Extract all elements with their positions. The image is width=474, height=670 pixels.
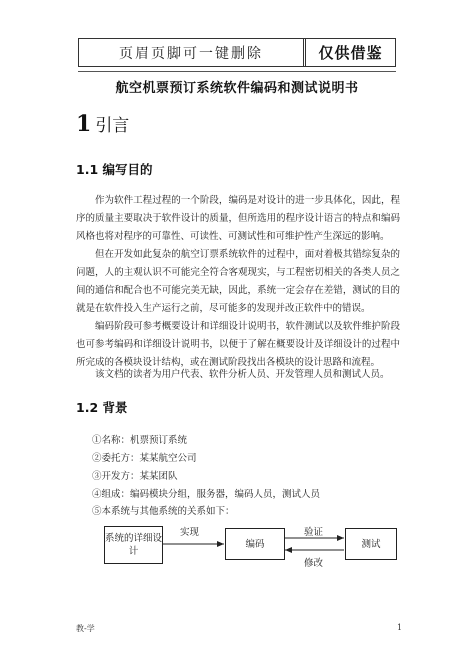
section-1-2-heading: 1.2 背景: [76, 400, 128, 415]
list-item: ③开发方：某某团队: [92, 471, 178, 482]
paragraph-4: 该文档的读者为用户代表、软件分析人员、开发管理人员和测试人员。: [95, 369, 390, 380]
edge-label-implement: 实现: [180, 527, 200, 538]
edge-label-modify: 修改: [304, 558, 324, 569]
edge-label-verify: 验证: [304, 527, 324, 538]
list-item: ④组成：编码模块分组，服务器，编码人员，测试人员: [92, 489, 321, 500]
page-number: 1: [397, 623, 403, 632]
node-detailed-design: 系统的详细设计: [104, 526, 163, 564]
list-item: ⑤本系统与其他系统的关系如下：: [92, 506, 235, 517]
banner-text: 页眉页脚可一键删除: [119, 45, 263, 62]
node-testing: 测试: [345, 528, 397, 560]
node-coding: 编码: [225, 528, 285, 560]
banner-badge: 仅供借鉴: [303, 39, 395, 66]
section-1-1-heading: 1.1 编写目的: [76, 162, 153, 177]
paragraph-2: 但在开发如此复杂的航空订票系统软件的过程中，面对着极其错综复杂的问题，人的主观认识不可能完全符合客观现实，与工程密切相关的各类人员之间的通信和配合也不可能完美无缺，因此，系统一定会存在差错，测试的目的就是在软件投入生产运行之前，尽可能多的发现并改正软件中的错误。: [76, 249, 400, 314]
paragraph-3: 编码阶段可参考概要设计和详细设计说明书，软件测试以及软件维护阶段也可参考编码和详细设计说明书，以便于了解在概要设计及详细设计的过程中所完成的各模块设计结构，或在测试阶段找出各模块的设计思路和流程。: [76, 321, 400, 368]
section-1-title: 引言: [95, 116, 130, 136]
footer-text: 教-学: [76, 624, 95, 633]
list-item: ①名称：机票预订系统: [92, 435, 188, 446]
document-title: 航空机票预订系统软件编码和测试说明书: [115, 81, 359, 96]
paragraph-1: 作为软件工程过程的一个阶段，编码是对设计的进一步具体化，因此，程序的质量主要取决于软件设计的质量，但所选用的程序设计语言的特点和编码风格也将对程序的可靠性、可读性、可测试性和可维护性产生深远的影响。: [76, 195, 400, 242]
section-1-number: 1: [76, 111, 92, 137]
list-item: ②委托方：某某航空公司: [92, 453, 197, 464]
